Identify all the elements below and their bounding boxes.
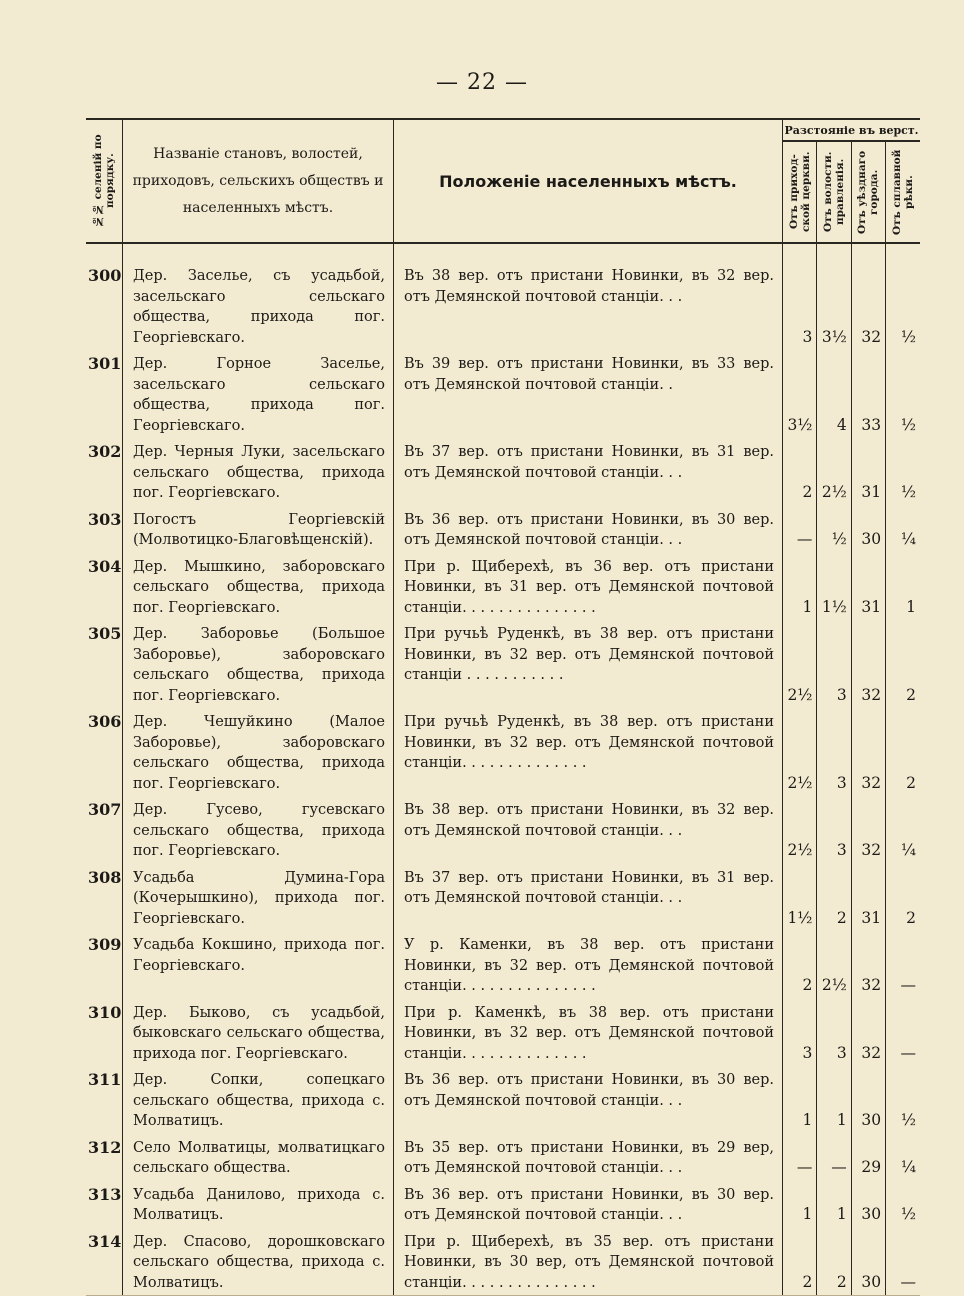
row-name: Погостъ Георгіевскій (Молвотицко-Благовѣщенскій). (123, 506, 394, 553)
row-dist-church: 3 (783, 999, 817, 1067)
row-dist-church: 1½ (783, 864, 817, 932)
table-row (86, 438, 920, 506)
header-number (86, 119, 123, 243)
row-dist-river: ½ (900, 327, 916, 346)
header-name: Названіе становъ, волостей, приходовъ, сельскихъ обществъ и населенныхъ мѣстъ. (123, 119, 394, 243)
header-distance-group: Разстояніе въ верст. (783, 119, 921, 141)
row-dist-town: 32 (851, 931, 885, 999)
row-name: Усадьба Кокшино, прихода пог. Георгіевскаго. (123, 931, 394, 999)
row-dist-town: 32 (851, 796, 885, 864)
row-number: 313 (86, 1181, 123, 1228)
row-number: 302 (86, 438, 123, 506)
row-dist-volost: 3 (817, 999, 851, 1067)
row-name: Село Молватицы, молватицкаго сельскаго общества. (123, 1134, 394, 1181)
row-number: 307 (86, 796, 123, 864)
row-dist-volost: ½ (817, 506, 851, 553)
row-dist-church: 2 (783, 438, 817, 506)
row-dist-volost: 1 (817, 1181, 851, 1228)
row-dist-river: 2 (906, 773, 916, 792)
table-row (86, 262, 920, 350)
row-position: Въ 37 вер. отъ пристани Новинки, въ 31 вер. отъ Демянской почтовой станціи. . . (394, 864, 783, 932)
row-dist-volost: 2 (817, 1228, 851, 1296)
row-dist-church: 2½ (783, 620, 817, 708)
row-position: При р. Каменкѣ, въ 38 вер. отъ пристани Новинки, въ 32 вер. отъ Демянской почтовой станціи. . . . . . . . . . . . . . (394, 999, 783, 1067)
table-row (86, 553, 920, 621)
row-dist-church: 1 (783, 1181, 817, 1228)
row-dist-volost: 3½ (817, 262, 851, 350)
row-dist-town: 32 (851, 262, 885, 350)
row-position: При ручьѣ Руденкѣ, въ 38 вер. отъ пристани Новинки, въ 32 вер. отъ Демянской почтовой станціи. . . . . . . . . . . . . . (394, 708, 783, 796)
row-dist-town: 30 (851, 506, 885, 553)
header-dist-river: Отъ сплавной рѣки. (886, 141, 920, 243)
row-dist-river: — (886, 1228, 920, 1296)
table-row (86, 1066, 920, 1134)
row-dist-town: 32 (851, 999, 885, 1067)
row-name: Дер. Гусево, гусевскаго сельскаго общества, прихода пог. Георгіевскаго. (123, 796, 394, 864)
row-dist-church: 2 (783, 1228, 817, 1296)
table-row (86, 506, 920, 553)
row-dist-town: 30 (851, 1066, 885, 1134)
row-name: Усадьба Данилово, прихода с. Молватицъ. (123, 1181, 394, 1228)
row-dist-volost: 2 (817, 864, 851, 932)
table-row (86, 708, 920, 796)
row-number: 306 (86, 708, 123, 796)
row-dist-volost: 2½ (817, 438, 851, 506)
row-name: Дер. Чешуйкино (Малое Заборовье), заборовскаго сельскаго общества, прихода пог. Георгіевскаго. (123, 708, 394, 796)
row-dist-river: ¼ (900, 841, 916, 859)
row-position: Въ 36 вер. отъ пристани Новинки, въ 30 вер. отъ Демянской почтовой станціи. . . (394, 506, 783, 553)
row-dist-volost: 4 (817, 350, 851, 438)
table-row (86, 796, 920, 864)
page-number: — 22 — (436, 70, 528, 95)
row-number: 300 (86, 262, 123, 350)
row-dist-river: ½ (900, 1111, 916, 1129)
row-dist-river: ½ (900, 415, 916, 434)
table-row (86, 620, 920, 708)
row-dist-river: 2 (906, 908, 916, 927)
row-dist-town: 31 (851, 438, 885, 506)
row-dist-church: — (783, 1134, 817, 1181)
table-row (86, 999, 920, 1067)
row-dist-town: 32 (851, 708, 885, 796)
row-name: Дер. Черныя Луки, засельскаго сельскаго общества, прихода пог. Георгіевскаго. (123, 438, 394, 506)
row-dist-volost: — (817, 1134, 851, 1181)
row-position: При ручьѣ Руденкѣ, въ 38 вер. отъ пристани Новинки, въ 32 вер. отъ Демянской почтовой станціи . . . . . . . . . . . (394, 620, 783, 708)
row-name: Дер. Заселье, съ усадьбой, засельскаго сельскаго общества, прихода пог. Георгіевскаго. (123, 262, 394, 350)
row-dist-town: 33 (851, 350, 885, 438)
header-number-label: №№ селеній по порядку. (92, 134, 116, 228)
row-dist-volost: 1 (817, 1066, 851, 1134)
row-number: 309 (86, 931, 123, 999)
row-number: 310 (86, 999, 123, 1067)
row-dist-volost: 3 (817, 796, 851, 864)
table-row (86, 931, 920, 999)
row-name: Дер. Сопки, сопецкаго сельскаго общества, прихода с. Молватицъ. (123, 1066, 394, 1134)
row-dist-volost: 3 (817, 708, 851, 796)
table-row (86, 1181, 920, 1228)
row-number: 303 (86, 506, 123, 553)
header-position: Положеніе населенныхъ мѣстъ. (394, 119, 783, 243)
row-dist-town: 30 (851, 1181, 885, 1228)
settlements-table (86, 118, 920, 1296)
row-number: 311 (86, 1066, 123, 1134)
row-number: 308 (86, 864, 123, 932)
row-dist-town: 32 (851, 620, 885, 708)
row-dist-river: ¼ (900, 530, 916, 548)
table-row (86, 864, 920, 932)
row-number: 305 (86, 620, 123, 708)
row-dist-river: — (900, 1043, 916, 1062)
row-dist-river: 2 (906, 685, 916, 704)
row-dist-river: ½ (900, 483, 916, 501)
row-dist-church: 2 (783, 931, 817, 999)
row-position: Въ 37 вер. отъ пристани Новинки, въ 31 вер. отъ Демянской почтовой станціи. . . (394, 438, 783, 506)
row-dist-river: — (900, 976, 916, 994)
row-name: Дер. Быково, съ усадьбой, быковскаго сельскаго общества, прихода пог. Георгіевскаго. (123, 999, 394, 1067)
row-number: 304 (86, 553, 123, 621)
row-position: При р. Щиберехѣ, въ 36 вер. отъ пристани Новинки, въ 31 вер. отъ Демянской почтовой станціи. . . . . . . . . . . . . . . (394, 553, 783, 621)
row-dist-church: 3½ (783, 350, 817, 438)
row-name: Дер. Спасово, дорошковскаго сельскаго общества, прихода с. Молватицъ. (123, 1228, 394, 1296)
row-dist-church: 2½ (783, 796, 817, 864)
row-position: При р. Щиберехѣ, въ 35 вер. отъ пристани Новинки, въ 30 вер, отъ Демянской почтовой станціи. . . . . . . . . . . . . . . (394, 1228, 783, 1296)
header-dist-town: Отъ уѣзднаго города. (851, 141, 885, 243)
row-position: Въ 36 вер. отъ пристани Новинки, въ 30 вер. отъ Демянской почтовой станціи. . . (394, 1066, 783, 1134)
table-row (86, 1228, 920, 1296)
row-position: У р. Каменки, въ 38 вер. отъ пристани Новинки, въ 32 вер. отъ Демянской почтовой станціи. . . . . . . . . . . . . . . (394, 931, 783, 999)
row-dist-volost: 3 (817, 620, 851, 708)
row-dist-river: 1 (906, 597, 916, 616)
row-position: Въ 38 вер. отъ пристани Новинки, въ 32 вер. отъ Демянской почтовой станціи. . . (394, 796, 783, 864)
row-dist-church: 3 (783, 262, 817, 350)
row-dist-volost: 1½ (817, 553, 851, 621)
row-dist-church: 1 (783, 553, 817, 621)
row-name: Дер. Мышкино, заборовскаго сельскаго общества, прихода пог. Георгіевскаго. (123, 553, 394, 621)
row-dist-volost: 2½ (817, 931, 851, 999)
row-name: Дер. Заборовье (Большое Заборовье), заборовскаго сельскаго общества, прихода пог. Георгіевскаго. (123, 620, 394, 708)
row-dist-church: 1 (783, 1066, 817, 1134)
table-row (86, 1134, 920, 1181)
row-dist-river: ¼ (900, 1158, 916, 1176)
row-dist-church: 2½ (783, 708, 817, 796)
row-position: Въ 38 вер. отъ пристани Новинки, въ 32 вер. отъ Демянской почтовой станціи. . . (394, 262, 783, 350)
row-number: 314 (86, 1228, 123, 1296)
row-number: 312 (86, 1134, 123, 1181)
row-name: Усадьба Думина-Гора (Кочерышкино), прихода пог. Георгіевскаго. (123, 864, 394, 932)
row-dist-river: ½ (900, 1205, 916, 1223)
header-dist-church: Отъ приход-ской церкви. (783, 141, 817, 243)
row-dist-town: 29 (851, 1134, 885, 1181)
row-dist-town: 30 (851, 1228, 885, 1296)
row-position: Въ 39 вер. отъ пристани Новинки, въ 33 вер. отъ Демянской почтовой станціи. . (394, 350, 783, 438)
row-position: Въ 35 вер. отъ пристани Новинки, въ 29 вер, отъ Демянской почтовой станціи. . . (394, 1134, 783, 1181)
row-name: Дер. Горное Заселье, засельскаго сельскаго общества, прихода пог. Георгіевскаго. (123, 350, 394, 438)
row-number: 301 (86, 350, 123, 438)
table-row (86, 350, 920, 438)
row-position: Въ 36 вер. отъ пристани Новинки, въ 30 вер. отъ Демянской почтовой станціи. . . (394, 1181, 783, 1228)
row-dist-town: 31 (851, 553, 885, 621)
header-dist-volost: Отъ волости. правленія. (817, 141, 851, 243)
row-dist-church: — (783, 506, 817, 553)
row-dist-town: 31 (851, 864, 885, 932)
